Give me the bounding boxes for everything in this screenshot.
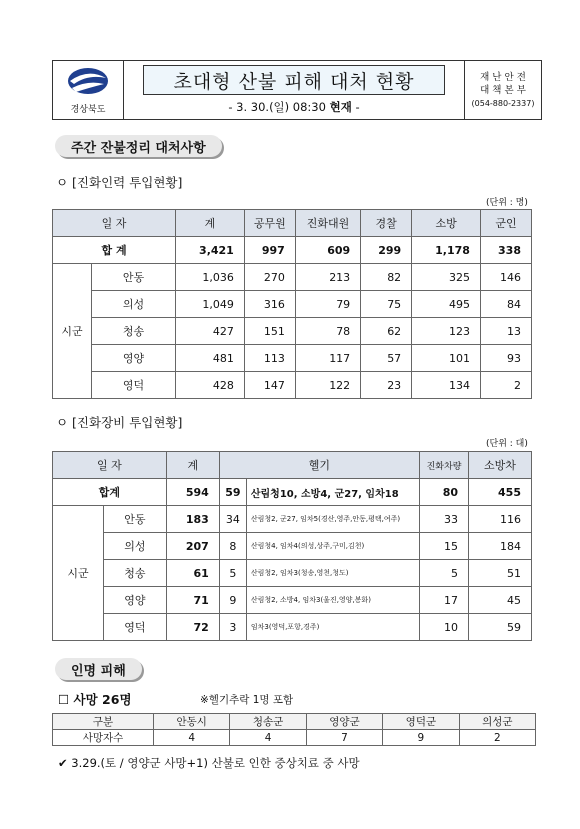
table-cell: 51 — [469, 560, 532, 587]
table-cell: 13 — [480, 318, 531, 345]
table-cell: 1,036 — [176, 264, 245, 291]
column-header: 구분 — [53, 714, 154, 730]
table-cell: 184 — [469, 533, 532, 560]
table-cell: 84 — [480, 291, 531, 318]
table-cell: 5 — [219, 560, 246, 587]
table-cell: 9 — [383, 730, 459, 746]
table-header-row — [53, 714, 536, 730]
subtitle-equipment: ㅇ [진화장비 투입현황] — [56, 415, 183, 430]
table-row — [53, 372, 532, 399]
table-cell: 영덕 — [104, 614, 167, 641]
table-cell: 4 — [154, 730, 230, 746]
gyeongbuk-logo-icon — [66, 66, 110, 100]
table-cell: 안동 — [104, 506, 167, 533]
column-header: 영덕군 — [383, 714, 459, 730]
table-cell: 산림청2, 임차3(청송,영천,청도) — [246, 560, 419, 587]
table-cell: 59 — [219, 479, 246, 506]
table-row — [53, 291, 532, 318]
unit-personnel: (단위 : 명) — [486, 198, 528, 208]
logo — [53, 61, 124, 119]
table-cell: 117 — [295, 345, 360, 372]
table-cell: 299 — [361, 237, 412, 264]
table-cell: 427 — [176, 318, 245, 345]
page-title: 초대형 산불 피해 대처 현황 — [143, 65, 445, 95]
table-cell: 325 — [412, 264, 481, 291]
column-header: 의성군 — [459, 714, 535, 730]
table-cell: 122 — [295, 372, 360, 399]
table-row — [53, 506, 532, 533]
table-cell: 338 — [480, 237, 531, 264]
table-cell: 의성 — [104, 533, 167, 560]
table-cell: 안동 — [92, 264, 176, 291]
table-cell: 합 계 — [53, 237, 176, 264]
table-cell: 78 — [295, 318, 360, 345]
equipment-table — [52, 451, 532, 641]
table-cell: 609 — [295, 237, 360, 264]
table-cell: 시군 — [53, 264, 92, 399]
column-header: 소방 — [412, 210, 481, 237]
table-cell: 79 — [295, 291, 360, 318]
table-cell: 45 — [469, 587, 532, 614]
table-row — [53, 533, 532, 560]
table-cell: 시군 — [53, 506, 104, 641]
table-cell: 61 — [166, 560, 219, 587]
table-cell: 151 — [244, 318, 295, 345]
column-header: 경찰 — [361, 210, 412, 237]
column-header: 영양군 — [306, 714, 382, 730]
table-cell: 청송 — [92, 318, 176, 345]
table-cell: 455 — [469, 479, 532, 506]
table-cell: 101 — [412, 345, 481, 372]
column-header: 공무원 — [244, 210, 295, 237]
table-cell: 1,049 — [176, 291, 245, 318]
casualty-table — [52, 713, 536, 746]
column-header: 청송군 — [230, 714, 306, 730]
org-info: 재 난 안 전 대 책 본 부 (054-880-2337) — [464, 61, 541, 119]
report-header — [52, 60, 542, 120]
table-cell: 72 — [166, 614, 219, 641]
table-cell: 183 — [166, 506, 219, 533]
table-cell: 495 — [412, 291, 481, 318]
column-header: 계 — [166, 452, 219, 479]
table-cell: 3 — [219, 614, 246, 641]
table-cell: 임차3(영덕,포항,경주) — [246, 614, 419, 641]
table-cell: 71 — [166, 587, 219, 614]
table-cell: 10 — [420, 614, 469, 641]
table-cell: 481 — [176, 345, 245, 372]
table-cell: 207 — [166, 533, 219, 560]
table-cell: 23 — [361, 372, 412, 399]
table-cell: 75 — [361, 291, 412, 318]
casualty-note: ✔ 3.29.(토 / 영양군 사망+1) 산불로 인한 중상치료 중 사망 — [58, 756, 360, 770]
deaths-note: ※헬기추락 1명 포함 — [200, 694, 294, 706]
logo-text: 경상북도 — [70, 104, 106, 115]
table-cell: 62 — [361, 318, 412, 345]
unit-equipment: (단위 : 대) — [486, 439, 528, 449]
table-cell: 213 — [295, 264, 360, 291]
table-cell: 594 — [166, 479, 219, 506]
table-cell: 영양 — [92, 345, 176, 372]
table-row — [53, 730, 536, 746]
table-cell: 3,421 — [176, 237, 245, 264]
table-cell: 2 — [459, 730, 535, 746]
table-cell: 428 — [176, 372, 245, 399]
table-cell: 59 — [469, 614, 532, 641]
section-title-daytime: 주간 잔불정리 대처사항 — [55, 135, 222, 157]
table-cell: 997 — [244, 237, 295, 264]
table-cell: 합계 — [53, 479, 167, 506]
table-cell: 33 — [420, 506, 469, 533]
table-cell: 영양 — [104, 587, 167, 614]
table-row — [53, 318, 532, 345]
table-cell: 9 — [219, 587, 246, 614]
table-cell: 270 — [244, 264, 295, 291]
column-header: 헬기 — [219, 452, 419, 479]
table-row-total — [53, 479, 532, 506]
table-row — [53, 345, 532, 372]
table-cell: 34 — [219, 506, 246, 533]
table-cell: 의성 — [92, 291, 176, 318]
table-cell: 147 — [244, 372, 295, 399]
report-date: - 3. 30.(일) 08:30 현재 - — [228, 100, 360, 114]
table-cell: 15 — [420, 533, 469, 560]
table-cell: 1,178 — [412, 237, 481, 264]
table-cell: 산림청2, 군27, 임차5(경산,영주,안동,평택,여주) — [246, 506, 419, 533]
table-cell: 134 — [412, 372, 481, 399]
column-header: 진화대원 — [295, 210, 360, 237]
table-row — [53, 587, 532, 614]
table-cell: 116 — [469, 506, 532, 533]
table-cell: 산림청2, 소방4, 임차3(울진,영양,봉화) — [246, 587, 419, 614]
table-cell: 7 — [306, 730, 382, 746]
table-cell: 영덕 — [92, 372, 176, 399]
table-row — [53, 560, 532, 587]
table-header-row — [53, 210, 532, 237]
table-cell: 사망자수 — [53, 730, 154, 746]
table-cell: 113 — [244, 345, 295, 372]
table-cell: 316 — [244, 291, 295, 318]
subtitle-personnel: ㅇ [진화인력 투입현황] — [56, 175, 183, 190]
table-header-row — [53, 452, 532, 479]
table-row — [53, 614, 532, 641]
table-row-total — [53, 237, 532, 264]
table-cell: 80 — [420, 479, 469, 506]
deaths-label: ☐ 사망 26명 — [58, 692, 132, 707]
table-cell: 8 — [219, 533, 246, 560]
table-cell: 4 — [230, 730, 306, 746]
section-title-casualties: 인명 피해 — [55, 658, 142, 680]
table-cell: 146 — [480, 264, 531, 291]
table-cell: 산림청4, 임차4(의성,상주,구미,김천) — [246, 533, 419, 560]
table-cell: 2 — [480, 372, 531, 399]
table-cell: 17 — [420, 587, 469, 614]
column-header: 진화차량 — [420, 452, 469, 479]
column-header: 안동시 — [154, 714, 230, 730]
table-cell: 5 — [420, 560, 469, 587]
table-cell: 82 — [361, 264, 412, 291]
table-cell: 123 — [412, 318, 481, 345]
column-header: 계 — [176, 210, 245, 237]
table-cell: 57 — [361, 345, 412, 372]
personnel-table — [52, 209, 532, 399]
table-row — [53, 264, 532, 291]
column-header: 일 자 — [53, 210, 176, 237]
table-cell: 93 — [480, 345, 531, 372]
column-header: 군인 — [480, 210, 531, 237]
column-header: 일 자 — [53, 452, 167, 479]
column-header: 소방차 — [469, 452, 532, 479]
table-cell: 청송 — [104, 560, 167, 587]
table-cell: 산림청10, 소방4, 군27, 임차18 — [246, 479, 419, 506]
